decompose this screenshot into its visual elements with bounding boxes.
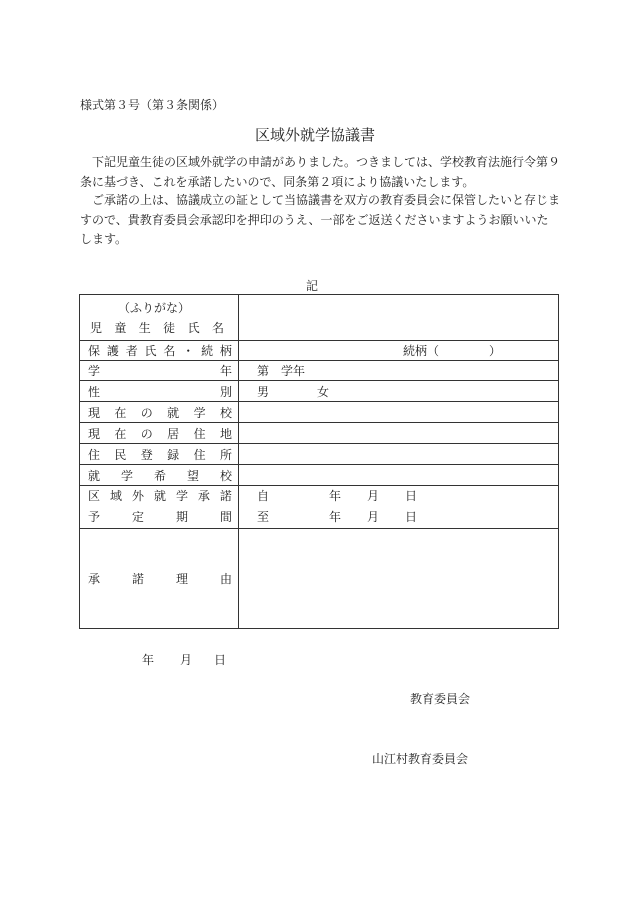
requesting-board: 教育委員会: [410, 692, 471, 706]
ki-marker: 記: [306, 279, 319, 293]
current-address-field[interactable]: [239, 423, 559, 444]
period-field[interactable]: [239, 486, 559, 529]
relation-close: ）: [489, 344, 502, 358]
reason-label-cell: [80, 529, 239, 629]
period-to: 至 年 月 日: [257, 510, 418, 524]
grade-field[interactable]: [239, 361, 559, 381]
paragraph-request: 下記児童生徒の区域外就学の申請がありました。つきましては、学校教育法施行令第９条に基づき、これを承諾したいので、同条第２項により協議いたします。: [80, 155, 561, 189]
furigana-label: （ふりがな）: [117, 300, 190, 315]
grade-label: 学 年: [88, 364, 232, 378]
period-label-line1: 区 域 外 就 学 承 諾: [88, 489, 232, 503]
student-name-field[interactable]: [239, 295, 559, 341]
sex-row: [80, 381, 559, 402]
paragraph-consent: ご承諾の上は、協議成立の証として当協議書を双方の教育委員会に保管したいと存じますので、貴教育委員会承認印を押印のうえ、一部をご返送くださいますようお願いいたします。: [80, 193, 561, 246]
student-name-label-cell: [80, 295, 239, 341]
current-address-row: [80, 423, 559, 444]
desired-school-field[interactable]: [239, 465, 559, 486]
registered-address-field[interactable]: [239, 444, 559, 465]
guardian-field[interactable]: [239, 341, 559, 361]
current-address-label: 現 在 の 居 住 地: [88, 426, 232, 441]
period-label-cell: [80, 486, 239, 529]
desired-school-label: 就 学 希 望 校: [88, 468, 232, 483]
form-number: 様式第３号（第３条関係）: [80, 98, 225, 112]
male-option[interactable]: 男: [257, 384, 270, 399]
reason-row: [80, 529, 559, 629]
student-name-row: [80, 295, 559, 341]
sex-label: 性 別: [88, 384, 232, 399]
period-row: [80, 486, 559, 529]
consultation-form-table: [79, 294, 559, 629]
period-label-line2: 予 定 期 間: [88, 510, 232, 524]
document-title: 区域外就学協議書: [254, 126, 375, 144]
current-school-row: [80, 402, 559, 423]
current-school-field[interactable]: [239, 402, 559, 423]
guardian-row: [80, 341, 559, 361]
grade-row: [80, 361, 559, 381]
current-school-label: 現 在 の 就 学 校: [88, 405, 232, 420]
document-date: 年 月 日: [142, 653, 227, 667]
sex-field[interactable]: [239, 381, 559, 402]
registered-address-label: 住 民 登 録 住 所: [88, 447, 232, 462]
female-option[interactable]: 女: [317, 384, 330, 399]
desired-school-row: [80, 465, 559, 486]
reason-label: 承 諾 理 由: [88, 572, 232, 586]
reason-field[interactable]: [239, 529, 559, 629]
registered-address-row: [80, 444, 559, 465]
guardian-label: 保 護 者 氏 名 ・ 続 柄: [88, 344, 232, 358]
guardian-label-cell: [80, 341, 239, 361]
issuing-board: 山江村教育委員会: [372, 752, 469, 766]
period-from: 自 年 月 日: [257, 489, 418, 503]
relation-label: 続柄（: [403, 344, 440, 358]
grade-value: 第 学年: [257, 364, 306, 378]
student-name-label: 児 童 生 徒 氏 名: [90, 320, 224, 335]
